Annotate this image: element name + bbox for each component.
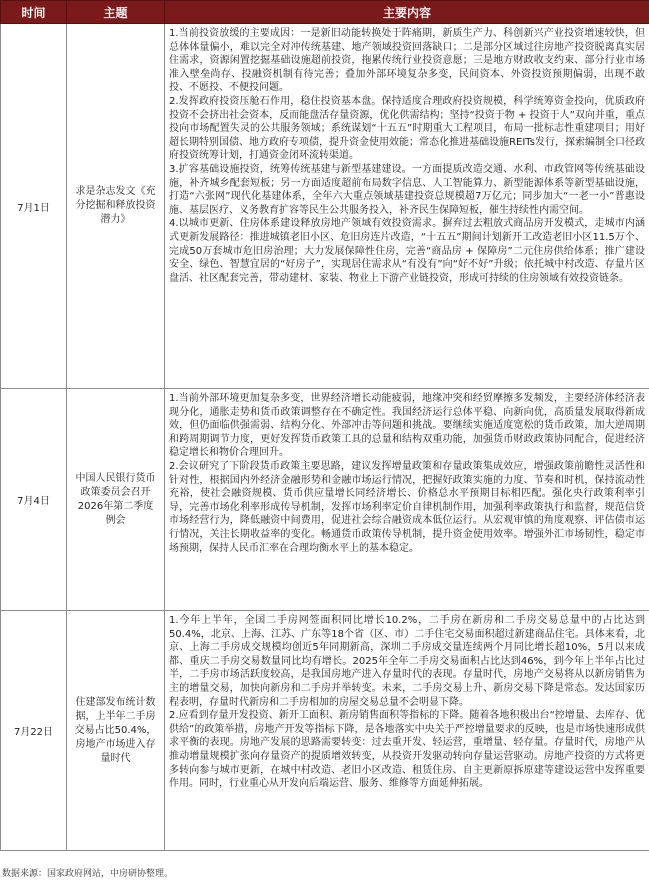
content-paragraph: 4.以城市更新、住房体系建设释放房地产领域有效投资需求。摒弃过去粗放式商品房开发模式，走城市内涵式更新发展路径：推进城镇老旧小区、危旧房连片改造，“十五五”期间计划新开工改造老旧小区11.5万个、完成50万套城市危旧房治理；大力发展保障性住房，完善“商品房 + 保障房”二元住房供给体系；推广建设安全、绿色、智慧宜居的“好房子”，实现居住需求从“有没有”向“好不好”升级；依托城中村改造、存量片区盘活、社区配套完善，带动建材、家装、物业上下游产业链投资，形成可持续的住房领域有效投资链条。 [169, 218, 645, 284]
content-paragraph: 2.会议研究了下阶段货币政策主要思路，建议发挥增量政策和存量政策集成效应，增强政策前瞻性灵活性和针对性，根据国内外经济金融形势和金融市场运行情况，把握好政策实施的力度、节奏和时机，保持流动性充裕，使社会融资规模、货币供应量增长同经济增长、价格总水平预期目标相匹配。强化央行政策利率引导，完善市场化利率形成传导机制，发挥市场利率定价自律机制作用，加强利率政策执行和监督，规范信贷市场经营行为，降低融资中间费用，促进社会综合融资成本低位运行。从宏观审慎的角度观察、评估债市运行情况，关注长期收益率的变化。畅通货币政策传导机制，提升资金使用效率。增强外汇市场韧性，稳定市场预期，保持人民币汇率在合理均衡水平上的基本稳定。 [169, 460, 645, 554]
row-content [165, 611, 649, 851]
row-date: 7月22日 [1, 611, 67, 851]
content-paragraph: 1.今年上半年，全国二手房网签面积同比增长10.2%，二手房在新房和二手房交易总量中的占比达到50.4%，北京、上海、江苏、广东等18个省（区、市）二手住宅交易面积超过新建商品住宅。具体来看，北京、上海二手房成交规模均创近5年同期新高，深圳二手房成交量连续两个月同比增长超10%，5月以来成都、重庆二手房交易数量同比均有增长。2025年全年二手房交易面积占比达到46%，到今年上半年占比过半，二手房市场活跃度较高，是我国房地产进入存量时代的表现。存量时代，房地产交易将从以新房销售为主的增量交易，加快向新房和二手房并举转变。未来，二手房交易上升、新房交易下降是常态。发达国家历程表明，存量时代新房和二手房相加的房屋交易总量不会明显下降。 [169, 615, 645, 708]
row-content [165, 389, 649, 611]
table-header-row [1, 1, 649, 24]
row-date: 7月1日 [1, 24, 67, 389]
content-paragraph: 3.扩容基础设施投资，统筹传统基建与新型基建建设。一方面提质改造交通、水利、市政管网等传统基础设施，补齐城乡配套短板；另一方面适度超前布局数字信息、人工智能算力、新型能源体系等新型基础设施，打造“六张网”现代化基建体系，全年六大重点领域基建投资总规模超7万亿元；同步加大“一老一小”普惠设施、基层医疗、义务教育扩容等民生公共服务投入，补齐民生保障短板，催生持续性内需空间。 [169, 163, 645, 216]
content-paragraph: 2.发挥政府投资压舱石作用，稳住投资基本盘。保持适度合理政府投资规模，科学统筹资金投向，优质政府投资不会挤出社会资本，反而能盘活存量资源，优化供需结构；坚持“投资于物 + 投资于人”双向并重，重点投向市场配置失灵的公共服务领域；系统谋划“十五五”时期重大工程项目，布局一批标志性重建项目；用好超长期特别国债、地方政府专项债，提升资金使用效能；常态化推进基础设施REITs发行，探索编制全口径政府投资统筹计划，打通资金闭环流转渠道。 [169, 95, 645, 162]
row-topic: 住建部发布统计数据，上半年二手房交易占比50.4%，房地产市场进入存量时代 [67, 611, 165, 851]
data-source-note: 数据来源：国家政府网站，中房研协整理。 [2, 869, 174, 879]
header-topic: 主题 [67, 1, 165, 24]
content-paragraph: 1.当前外部环境更加复杂多变，世界经济增长动能疲弱，地缘冲突和经贸摩擦多发频发，主要经济体经济表现分化，通胀走势和货币政策调整存在不确定性。我国经济运行总体平稳、向新向优，高质量发展取得新成效，但仍面临供强需弱、结构分化、外部冲击等问题和挑战。要继续实施适度宽松的货币政策，加大逆周期和跨周期调节力度，更好发挥货币政策工具的总量和结构双重功能，加强货币财政政策协同配合，促进经济稳定增长和物价合理回升。 [169, 393, 645, 459]
header-content: 主要内容 [165, 1, 649, 24]
header-date: 时间 [1, 1, 67, 24]
table-row [1, 389, 649, 611]
row-topic: 中国人民银行货币政策委员会召开2026年第二季度例会 [67, 389, 165, 611]
row-date: 7月4日 [1, 389, 67, 611]
table-row [1, 24, 649, 389]
content-paragraph: 1.当前投资放缓的主要成因：一是新旧动能转换处于阵痛期，新质生产力、科创新兴产业投资增速较快，但总体体量偏小，难以完全对冲传统基建、地产领域投资回落缺口；二是部分区域过往房地产投资脱离真实居住需求，资源闲置挖掘基础设施超前投资，拖累传统行业投资意愿；三是地方财政收支约束、部分行业市场准入壁垒尚存、投融资机制有待完善；叠加外部环境复杂多变，民间资本、外资投资预期偏弱，出现不敢投、不愿投、不便投问题。 [169, 28, 645, 94]
row-content [165, 24, 649, 389]
content-paragraph: 2.应看到存量开发投资、新开工面积、新房销售面积等指标的下降。随着各地积极出台“控增量、去库存、优供给”的政策举措，房地产开发等指标下降，是各地落实中央关于严控增量要求的反映，也是市场快速形成供求平衡的表现。房地产发展的思路需要转变：过去重开发、轻运营，重增量、轻存量。存量时代，房地产从推动增量规模扩张向存量资产的提质增效转变，从投资开发驱动转向存量运营驱动。房地产投资的方式将更多转向参与城市更新，在城中村改造、老旧小区改造、租赁住房、自主更新原拆原建等建设运营中发挥重要作用。同时，行业重心从开发向后端运营、服务、维修等方面延伸拓展。 [169, 710, 645, 790]
table-row [1, 611, 649, 851]
row-topic: 求是杂志发文《充分挖掘和释放投资潜力》 [67, 24, 165, 389]
